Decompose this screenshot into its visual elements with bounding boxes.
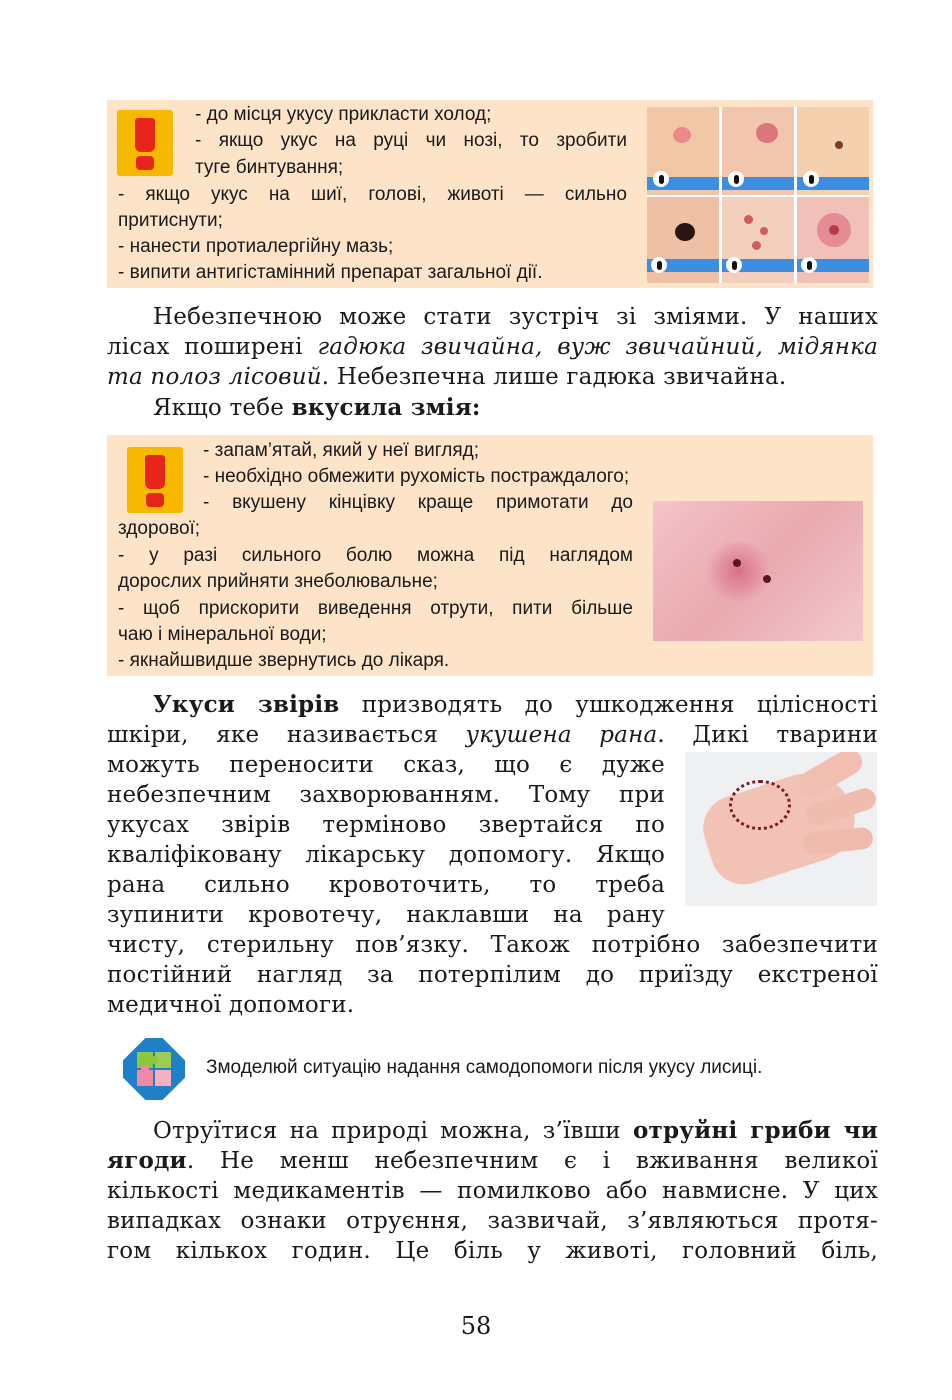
para2-line-4: небезпечним захворюванням. Тому при [107,782,665,808]
para3-line-3: кількості медикаментів — помилково або навмисне. У цих [107,1178,878,1204]
para2-line-10: постійний нагляд за потерпілим до приїзду екстреної [107,962,878,988]
page-number: 58 [460,1312,492,1340]
para2-line-2 [107,720,878,750]
para2-line-8: зупинити кровотечу, наклавши на рану [107,902,665,928]
bite-wound-term: укушена рана. [465,722,665,748]
para2-line-3: можуть переносити сказ, що є дуже [107,752,665,778]
para1-line-3-text: . Небезпечна лише гадюка звичайна. [321,364,787,390]
insect-bite-photos [647,107,869,283]
para3-line-2 [107,1146,878,1176]
bite-photo-mosquito [647,107,719,195]
bite-photo-spider [797,197,869,283]
para3-line-1-text: Отруїтися на природі можна, з’ївши [153,1118,633,1144]
poison-berries-bold-2: ягоди [107,1147,187,1174]
bite-photo-ant [722,107,794,195]
box2-line-1: - запам’ятай, який у неї вигляд; [203,440,480,461]
para2-line-7: рана сильно кровоточить, то треба [107,872,665,898]
box2-line-3: - вкушену кінцівку краще примотати до [203,492,633,513]
box2-line-8: чаю і мінеральної води; [118,624,327,645]
task-text: Змоделюй ситуацію надання самодопомоги після укусу лисиці. [206,1057,763,1078]
para3-line-1 [153,1116,878,1146]
box1-line-1: - до місця укусу прикласти холод; [195,104,492,125]
box1-line-2: - якщо укус на руці чи нозі, то зробити [195,130,627,151]
para2-line-9: чисту, стерильну пов’язку. Також потрібно забезпечити [107,932,878,958]
box1-line-7: - випити антигістамінний препарат загальної дії. [118,262,543,283]
exclamation-warning-icon [117,110,173,176]
animal-bites-bold: Укуси звірів [153,691,340,718]
bite-photo-bedbug [722,197,794,283]
box2-line-2: - необхідно обмежити рухомість постраждалого; [203,466,630,487]
box1-line-3: туге бинтування; [195,157,344,178]
snake-bite-photo [653,501,863,641]
bite-photo-flea [797,107,869,195]
para3-line-2-text: . Не менш небезпечним є і вживання великої [186,1148,878,1174]
para2-line-1 [153,690,878,720]
box2-line-6: дорослих прийняти знеболювальне; [118,571,438,592]
para2-line-1-text: призводять до ушкодження цілісності [339,692,878,718]
snake-bite-heading: вкусила змія: [291,394,481,421]
para1-line-4 [153,393,481,423]
para1-line-1: Небезпечною може стати зустріч зі зміями. У наших [153,304,878,330]
box1-line-6: - нанести протиалергійну мазь; [118,236,394,257]
snake-species-italic-2: та полоз лісовий [107,364,322,390]
box1-line-5: притиснути; [118,210,223,231]
para1-line-2 [107,332,878,362]
para2-line-2-end: Дикі тварини [664,722,878,748]
first-aid-box-insect [107,100,873,288]
para3-line-5: гом кількох годин. Це біль у животі, головний біль, [107,1238,878,1264]
box2-line-9: - якнайшвидше звернутись до лікаря. [118,650,450,671]
snake-species-italic: гадюка звичайна, вуж звичайний, мідянка [317,334,878,360]
para3-line-4: випадках ознаки отруєння, зазвичай, з’являються протя- [107,1208,878,1234]
puzzle-icon [123,1038,185,1100]
box1-line-4: - якщо укус на шиї, голові, животі — сильно [118,184,627,205]
box2-line-7: - щоб прискорити виведення отрути, пити більше [118,598,633,619]
para2-line-5: укусах звірів терміново звертайся по [107,812,665,838]
box2-line-5: - у разі сильного болю можна під наглядом [118,545,633,566]
hand-bite-photo [685,752,877,906]
bite-photo-tick [647,197,719,283]
exclamation-warning-icon [127,447,183,513]
poison-berries-bold: отруйні гриби чи [632,1117,878,1144]
para1-line-4-text: Якщо тебе [153,395,292,421]
para1-line-3 [107,362,786,392]
para2-line-11: медичної допомоги. [107,992,355,1018]
box2-line-4: здорової; [118,518,201,539]
para2-line-2-text: шкіри, яке називається [107,722,466,748]
para1-line-2-text: лісах поширені [107,334,318,360]
para2-line-6: кваліфіковану лікарську допомогу. Якщо [107,842,665,868]
first-aid-box-snake [107,435,873,676]
